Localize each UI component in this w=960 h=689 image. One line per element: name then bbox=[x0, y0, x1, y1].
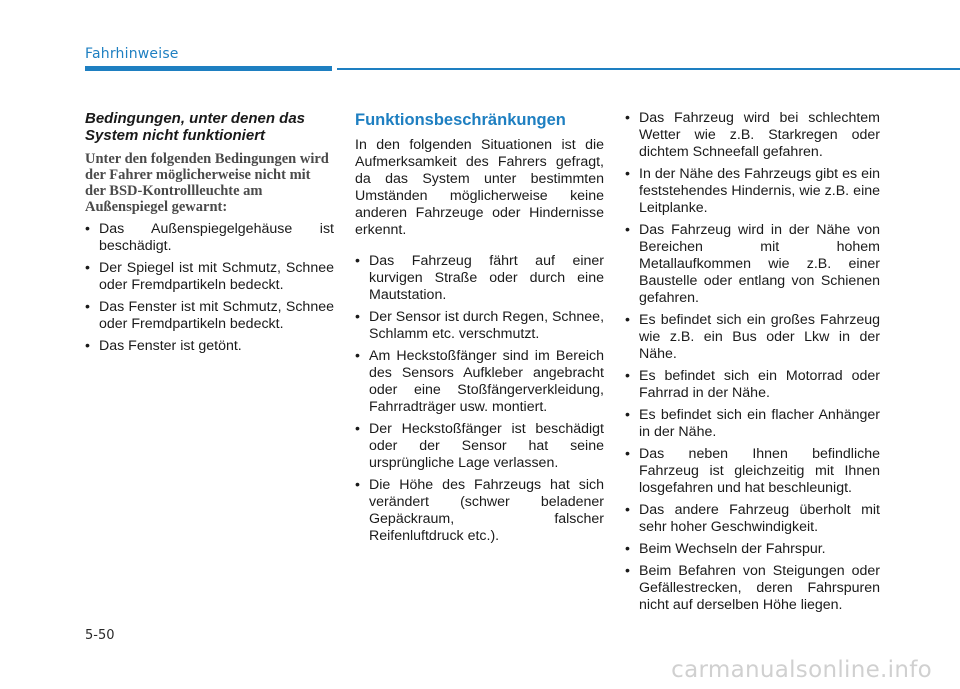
bullet-icon: • bbox=[625, 446, 630, 462]
conditions-list bbox=[85, 221, 334, 355]
list-item: • Am Heckstoßfänger sind im Bereich des Sensors Aufkleber angebracht oder eine Stoßfängerverkleidung, Fahrradträger usw. montiert. bbox=[355, 348, 604, 415]
bullet-icon: • bbox=[625, 407, 630, 423]
list-item: • Der Sensor ist durch Regen, Schnee, Schlamm etc. verschmutzt. bbox=[355, 309, 605, 342]
list-item: • Die Höhe des Fahrzeugs hat sich verändert (schwer beladener Gepäckraum, falscher Reifenluftdruck etc.). bbox=[355, 477, 604, 544]
conditions-intro: Unter den folgenden Bedingungen wird der Fahrer möglicherweise nicht mit der BSD-Kontrollleuchte am Außenspiegel gewarnt: bbox=[85, 151, 329, 215]
page-number: 5-50 bbox=[85, 628, 115, 643]
limitations-list bbox=[355, 253, 604, 545]
conditions-heading: Bedingungen, unter denen das System nicht funktioniert bbox=[85, 110, 306, 144]
list-item: • Es befindet sich ein flacher Anhänger in der Nähe. bbox=[625, 407, 880, 440]
bullet-icon: • bbox=[625, 166, 630, 182]
list-item: • Das Fahrzeug wird bei schlechtem Wetter wie z.B. Starkregen oder dichtem Schneefall gefahren. bbox=[625, 110, 880, 160]
bullet-icon: • bbox=[355, 477, 360, 493]
bullet-icon: • bbox=[355, 348, 360, 364]
bullet-icon: • bbox=[625, 368, 630, 384]
list-item: • Das Fenster ist mit Schmutz, Schnee oder Fremdpartikeln bedeckt. bbox=[85, 299, 334, 332]
middle-column bbox=[355, 110, 604, 550]
bullet-icon: • bbox=[625, 110, 630, 126]
list-item: • Das andere Fahrzeug überholt mit sehr hoher Geschwindigkeit. bbox=[625, 502, 880, 535]
bullet-icon: • bbox=[355, 309, 360, 325]
bullet-icon: • bbox=[625, 222, 630, 238]
list-item: • Das Außenspiegelgehäuse ist beschädigt. bbox=[85, 221, 334, 254]
bullet-icon: • bbox=[625, 541, 630, 557]
bullet-icon: • bbox=[85, 221, 90, 237]
list-item: • Das neben Ihnen befindliche Fahrzeug ist gleichzeitig mit Ihnen losgefahren und hat beschleunigt. bbox=[625, 446, 880, 496]
list-item: • Der Spiegel ist mit Schmutz, Schnee oder Fremdpartikeln bedeckt. bbox=[85, 260, 334, 293]
header-rule-thick bbox=[85, 66, 332, 71]
list-item: • In der Nähe des Fahrzeugs gibt es ein feststehendes Hindernis, wie z.B. eine Leitplanke. bbox=[625, 166, 880, 216]
left-column bbox=[85, 110, 334, 360]
bullet-icon: • bbox=[625, 502, 630, 518]
list-item: • Beim Befahren von Steigungen oder Gefällestrecken, deren Fahrspuren nicht auf derselben Höhe liegen. bbox=[625, 563, 880, 613]
situations-list bbox=[625, 110, 880, 614]
list-item: • Der Heckstoßfänger ist beschädigt oder der Sensor hat seine ursprüngliche Lage verlassen. bbox=[355, 421, 604, 471]
list-item: • Das Fahrzeug wird in der Nähe von Bereichen mit hohem Metallaufkommen wie z.B. einer Baustelle oder entlang von Schienen gefahren. bbox=[625, 222, 880, 306]
list-item: • Beim Wechseln der Fahrspur. bbox=[625, 541, 826, 557]
bullet-icon: • bbox=[625, 312, 630, 328]
limitations-heading: Funktionsbeschränkungen bbox=[355, 111, 566, 129]
bullet-icon: • bbox=[85, 338, 90, 354]
list-item: • Das Fenster ist getönt. bbox=[85, 338, 242, 354]
bullet-icon: • bbox=[355, 421, 360, 437]
section-label: Fahrhinweise bbox=[85, 46, 179, 62]
limitations-intro: In den folgenden Situationen ist die Aufmerksamkeit des Fahrers gefragt, da das System unter bestimmten Umständen möglicherweise keine anderen Fahrzeuge oder Hindernisse erkennt. bbox=[355, 137, 604, 238]
right-column bbox=[625, 110, 880, 619]
header-rule-thin bbox=[337, 68, 960, 70]
bullet-icon: • bbox=[85, 299, 90, 315]
bullet-icon: • bbox=[625, 563, 630, 579]
bullet-icon: • bbox=[355, 253, 360, 269]
list-item: • Das Fahrzeug fährt auf einer kurvigen Straße oder durch eine Mautstation. bbox=[355, 253, 604, 303]
watermark: carmanualsonline.info bbox=[671, 657, 932, 683]
bullet-icon: • bbox=[85, 260, 90, 276]
list-item: • Es befindet sich ein Motorrad oder Fahrrad in der Nähe. bbox=[625, 368, 880, 401]
list-item: • Es befindet sich ein großes Fahrzeug wie z.B. ein Bus oder Lkw in der Nähe. bbox=[625, 312, 880, 362]
